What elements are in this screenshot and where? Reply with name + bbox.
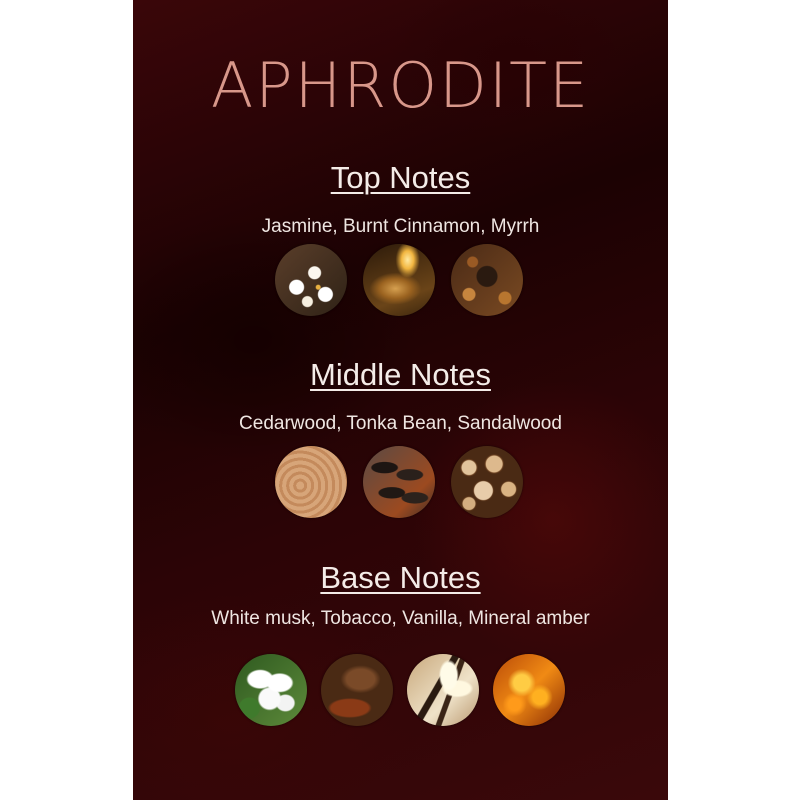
vanilla-photo <box>407 654 479 726</box>
top-notes-ingredients: Jasmine, Burnt Cinnamon, Myrrh <box>261 216 540 237</box>
middle-notes-ingredients: Cedarwood, Tonka Bean, Sandalwood <box>239 413 562 434</box>
base-notes-ingredients: White musk, Tobacco, Vanilla, Mineral amber <box>211 608 590 629</box>
page-title: APHRODITE <box>210 49 591 122</box>
middle-notes-heading-text: Middle Notes <box>310 357 491 392</box>
middle-notes-images <box>133 446 668 520</box>
tobacco-photo <box>321 654 393 726</box>
base-notes-heading <box>133 560 668 596</box>
jasmine-photo <box>275 244 347 316</box>
burnt-cinnamon-photo <box>363 244 435 316</box>
top-notes-heading-text: Top Notes <box>330 160 471 195</box>
fragrance-poster <box>133 0 668 800</box>
sandalwood-photo <box>451 446 523 518</box>
mineral-amber-photo <box>493 654 565 726</box>
tonka-bean-photo <box>363 446 435 518</box>
middle-notes-heading <box>133 357 668 393</box>
white-musk-photo <box>235 654 307 726</box>
base-notes-heading-text: Base Notes <box>320 560 481 595</box>
base-notes-images <box>133 654 668 728</box>
cedarwood-photo <box>275 446 347 518</box>
top-notes-images <box>133 244 668 318</box>
myrrh-photo <box>451 244 523 316</box>
top-notes-heading <box>133 160 668 196</box>
